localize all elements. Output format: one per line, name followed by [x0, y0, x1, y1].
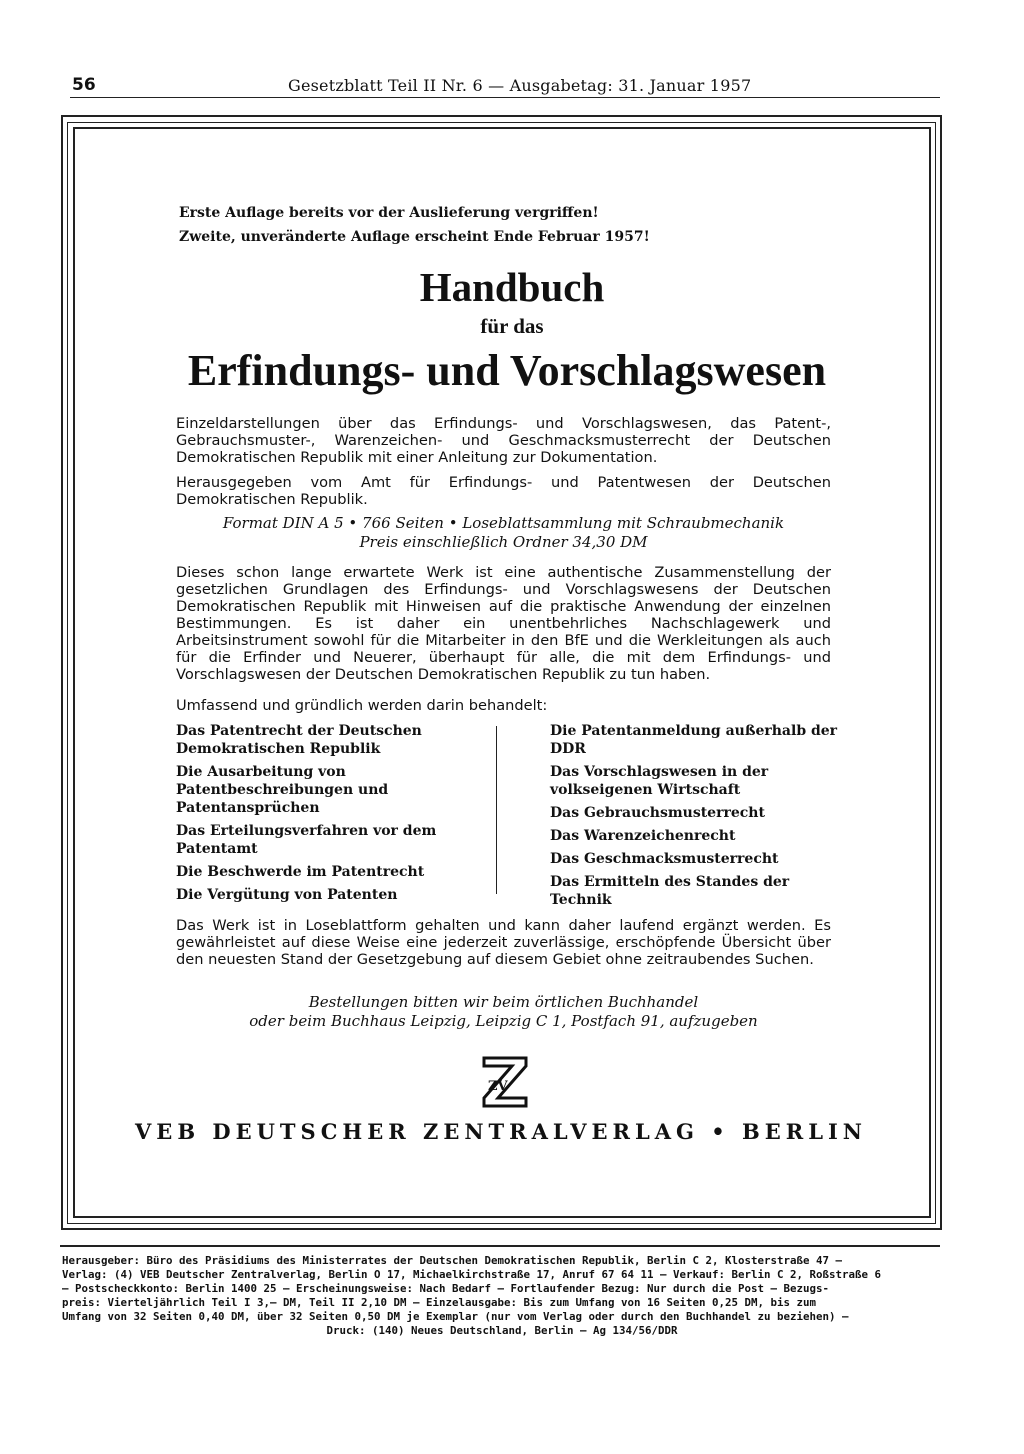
topic-item: Das Erteilungsverfahren vor dem Patentamt — [176, 823, 437, 857]
book-title-connector: für das — [480, 314, 544, 338]
editor-paragraph: Herausgegeben vom Amt für Erfindungs- und Patentwesen der Deutschen Demokratischen Republik. — [176, 474, 831, 508]
topic-item: Die Beschwerde im Patentrecht — [176, 864, 425, 880]
topics-right-column — [550, 722, 840, 914]
book-title: Handbuch — [419, 264, 605, 310]
edition-note-1: Erste Auflage bereits vor der Auslieferung vergriffen! — [179, 205, 599, 221]
logo-letters: ZV — [488, 1079, 508, 1094]
topic-item: Die Ausarbeitung von Patentbeschreibungen und Patentansprüchen — [176, 764, 389, 816]
page-number: 56 — [72, 75, 96, 95]
topics-intro: Umfassend und gründlich werden darin behandelt: — [176, 697, 548, 714]
topic-item: Das Gebrauchsmusterrecht — [550, 805, 765, 821]
topic-item: Das Ermitteln des Standes der Technik — [550, 874, 790, 908]
topic-item: Das Geschmacksmusterrecht — [550, 851, 779, 867]
imprint-line: — Postscheckkonto: Berlin 1400 25 — Erscheinungsweise: Nach Bedarf — Fortlaufender Bezug: Nur durch die Post — Bezugs- — [62, 1282, 830, 1295]
format-line: Format DIN A 5 • 766 Seiten • Loseblattsammlung mit Schraubmechanik — [222, 514, 785, 532]
page-header — [70, 75, 940, 98]
format-info — [176, 514, 831, 552]
imprint-line: Herausgeber: Büro des Präsidiums des Ministerrates der Deutschen Demokratischen Republik, Berlin C 2, Klosterstraße 47 — — [62, 1254, 843, 1267]
topics-left-column — [176, 722, 476, 909]
topic-item: Die Vergütung von Patenten — [176, 887, 398, 903]
column-divider — [496, 726, 497, 894]
book-subject: Erfindungs- und Vorschlagswesen — [187, 346, 827, 395]
footer-rule — [60, 1245, 940, 1247]
intro-paragraph: Einzeldarstellungen über das Erfindungs- und Vorschlagswesen, das Patent-, Gebrauchsmuster-, Warenzeichen- und Geschmacksmusterrecht der Deutschen Demokratischen Republik mit einer Anleitung zur Dokumentation. — [176, 415, 831, 466]
topic-item: Die Patentanmeldung außerhalb der DDR — [550, 723, 838, 757]
order-line-1: Bestellungen bitten wir beim örtlichen Buchhandel — [308, 993, 699, 1011]
description-paragraph: Dieses schon lange erwartete Werk ist eine authentische Zusammenstellung der gesetzlichen Grundlagen des Erfindungs- und Vorschlagswesens der Deutschen Demokratischen Republik mit Hinweisen auf die praktische Anwendung der einzelnen Bestimmungen. Es ist daher ein unentbehrliches Nachschlagewerk und Arbeitsinstrument sowohl für die Mitarbeiter in den BfE und die Werkleitungen als auch für die Erfinder und Neuerer, überhaupt für alle, die mit dem Erfindungs- und Vorschlagswesen der Deutschen Demokratischen Republik zu tun haben. — [176, 564, 831, 683]
order-info — [176, 993, 831, 1031]
imprint-line: Umfang von 32 Seiten 0,40 DM, über 32 Seiten 0,50 DM je Exemplar (nur vom Verlag oder durch den Buchhandel zu beziehen) — — [62, 1310, 849, 1323]
publisher-logo-icon — [476, 1052, 534, 1112]
gazette-title: Gesetzblatt Teil II Nr. 6 — Ausgabetag: 31. Januar 1957 — [288, 76, 752, 95]
imprint-line: preis: Vierteljährlich Teil I 3,— DM, Teil II 2,10 DM — Einzelausgabe: Bis zum Umfang von 16 Seiten 0,25 DM, bis zum — [62, 1296, 817, 1309]
imprint-footer — [62, 1254, 942, 1338]
order-line-2: oder beim Buchhaus Leipzig, Leipzig C 1, Postfach 91, aufzugeben — [249, 1012, 758, 1030]
imprint-line: Druck: (140) Neues Deutschland, Berlin — Ag 134/56/DDR — [326, 1324, 678, 1337]
topic-item: Das Patentrecht der Deutschen Demokratischen Republik — [176, 723, 422, 757]
closing-paragraph: Das Werk ist in Loseblattform gehalten und kann daher laufend ergänzt werden. Es gewährleistet auf diese Weise eine jederzeit zuverlässige, erschöpfende Übersicht über den neuesten Stand der Gesetzgebung auf diesem Gebiet ohne zeitraubendes Suchen. — [176, 917, 831, 968]
topic-item: Das Warenzeichenrecht — [550, 828, 736, 844]
publisher-name: VEB DEUTSCHER ZENTRALVERLAG • BERLIN — [135, 1119, 867, 1144]
imprint-line: Verlag: (4) VEB Deutscher Zentralverlag, Berlin O 17, Michaelkirchstraße 17, Anruf 67 64 11 — Verkauf: Berlin C 2, Roßstraße 6 — [62, 1268, 882, 1281]
edition-note-2: Zweite, unveränderte Auflage erscheint Ende Februar 1957! — [179, 229, 650, 245]
topic-item: Das Vorschlagswesen in der volkseigenen Wirtschaft — [550, 764, 769, 798]
price-line: Preis einschließlich Ordner 34,30 DM — [359, 533, 648, 551]
